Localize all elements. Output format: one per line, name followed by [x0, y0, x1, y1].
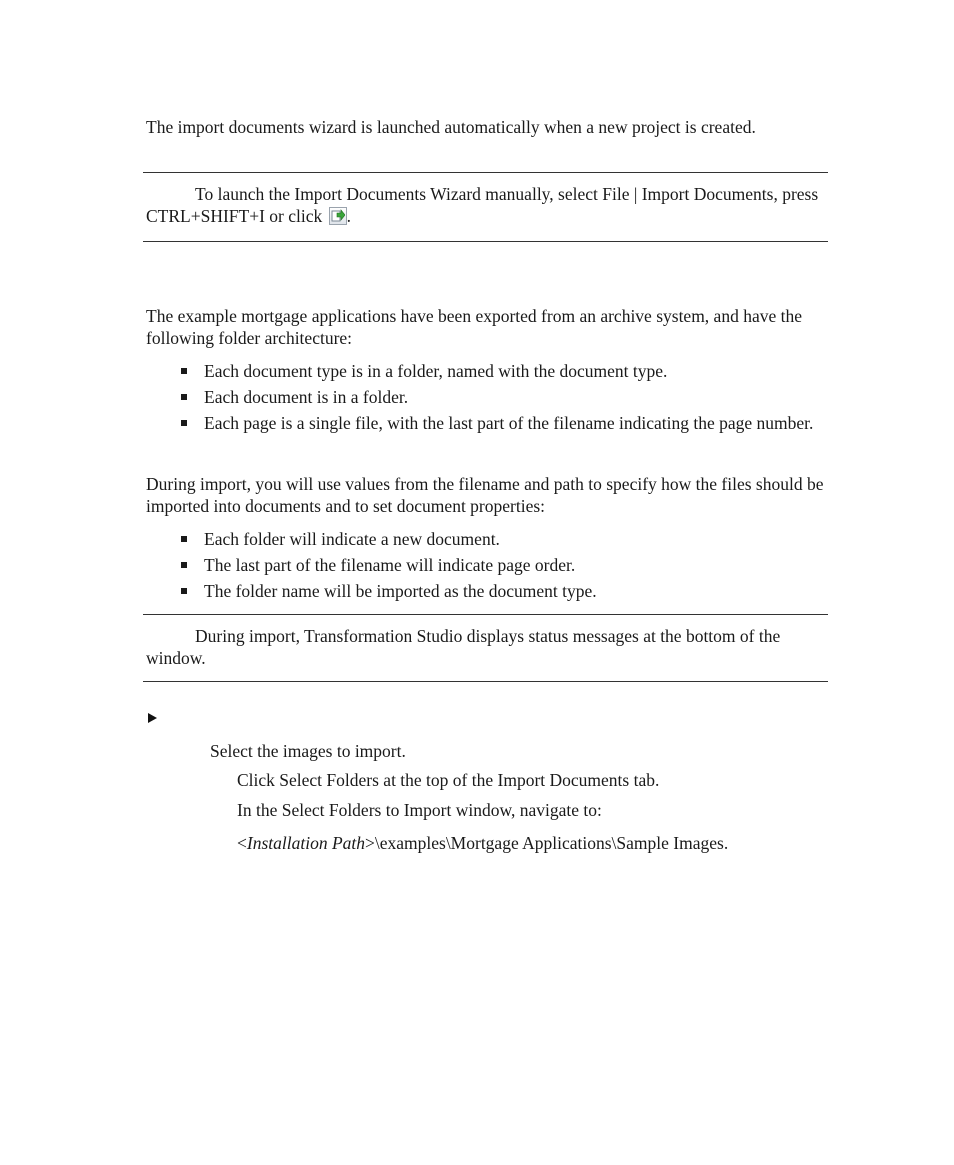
- list-item: Each document type is in a folder, named with the document type.: [146, 360, 826, 382]
- substep-navigate: In the Select Folders to Import window, navigate to:: [237, 800, 602, 820]
- import-documents-icon[interactable]: [329, 207, 347, 225]
- procedure-arrow-icon: [148, 713, 157, 723]
- substep-click-select-folders: Click Select Folders at the top of the Import Documents tab.: [237, 770, 660, 790]
- list-item: Each folder will indicate a new document.: [146, 528, 826, 550]
- import-values-paragraph: During import, you will use values from the filename and path to specify how the files should be imported into documents and to set document properties:: [146, 474, 824, 516]
- note-launch-text: To launch the Import Documents Wizard manually, select File | Import Documents, press CTRL+SHIFT+I or click: [146, 184, 819, 226]
- bullet-square-icon: [181, 536, 187, 542]
- list-item: The folder name will be imported as the document type.: [146, 580, 826, 602]
- bullet-square-icon: [181, 588, 187, 594]
- import-rules-list: [146, 528, 826, 606]
- bullet-square-icon: [181, 394, 187, 400]
- note2-bottom-rule: [143, 681, 828, 682]
- list-item: The last part of the filename will indicate page order.: [146, 554, 826, 576]
- note-bottom-rule: [143, 241, 828, 242]
- note2-top-rule: [143, 614, 828, 615]
- folder-architecture-list: [146, 360, 826, 438]
- list-item: Each document is in a folder.: [146, 386, 826, 408]
- note-launch-wizard: [146, 183, 826, 227]
- step-select-images: Select the images to import.: [210, 741, 406, 761]
- list-item: Each page is a single file, with the last part of the filename indicating the page number.: [146, 412, 826, 434]
- substep-path: <Installation Path>\examples\Mortgage Applications\Sample Images.: [237, 833, 729, 853]
- installation-path-placeholder: Installation Path: [246, 833, 365, 853]
- note-launch-end: .: [346, 206, 351, 226]
- note-top-rule: [143, 172, 828, 173]
- intro-paragraph: The import documents wizard is launched automatically when a new project is created.: [146, 117, 756, 137]
- folder-architecture-paragraph: The example mortgage applications have been exported from an archive system, and have the following folder architecture:: [146, 306, 802, 348]
- bullet-square-icon: [181, 420, 187, 426]
- bullet-square-icon: [181, 368, 187, 374]
- bullet-square-icon: [181, 562, 187, 568]
- note-status-messages: During import, Transformation Studio displays status messages at the bottom of the window.: [146, 626, 781, 668]
